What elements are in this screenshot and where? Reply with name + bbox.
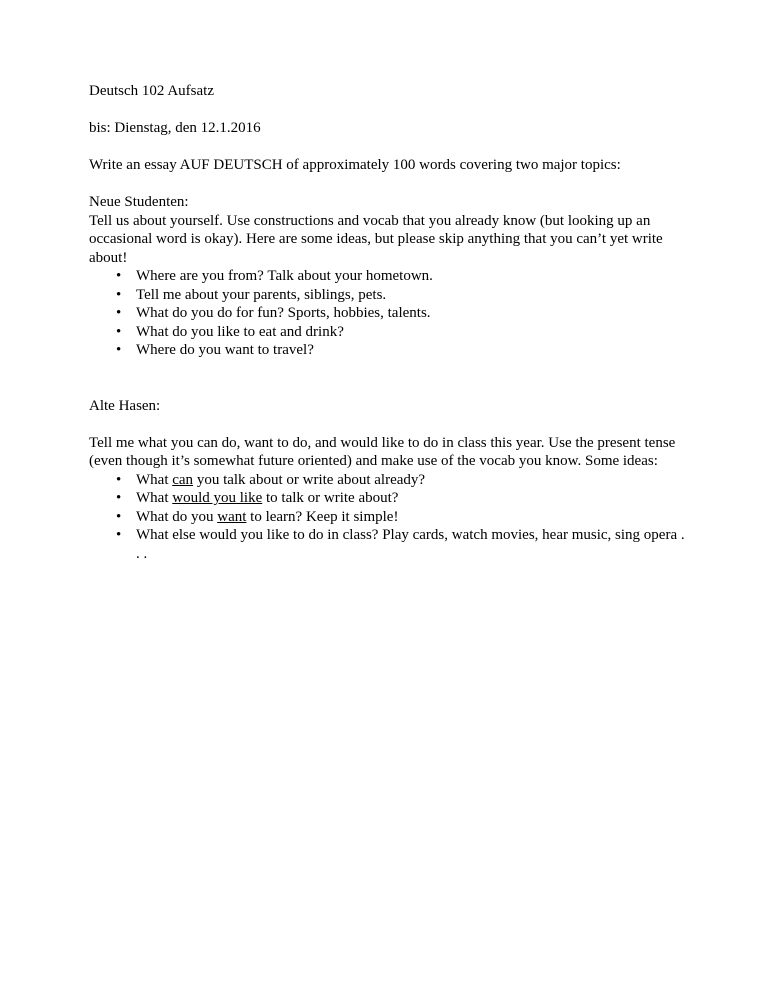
underlined-word: want <box>217 508 247 525</box>
bullet-icon: • <box>116 508 122 525</box>
due-date: bis: Dienstag, den 12.1.2016 <box>89 120 261 136</box>
list-item: • What can you talk about or write about already? <box>116 471 426 488</box>
list-item: • Where do you want to travel? <box>116 342 314 358</box>
section-intro-neue-studenten: Tell us about yourself. Use constructions and vocab that you already know (but looking up an occasional word is okay). Here are some ideas, but please skip anything that you can’t yet write about! <box>89 212 663 266</box>
list-item: • What do you want to learn? Keep it simple! <box>116 508 399 525</box>
idea-list-alte-hasen <box>89 471 689 564</box>
document-page <box>89 82 689 563</box>
list-item: • What else would you like to do in class? Play cards, watch movies, hear music, sing opera . . . <box>116 527 685 562</box>
section-heading-alte-hasen: Alte Hasen: <box>89 397 161 414</box>
list-item: • Tell me about your parents, siblings, pets. <box>116 286 387 303</box>
bullet-icon: • <box>116 305 122 321</box>
underlined-word: can <box>172 471 194 488</box>
bullet-icon: • <box>116 471 122 488</box>
list-item: • What do you do for fun? Sports, hobbies, talents. <box>116 305 431 321</box>
idea-list-neue-studenten <box>89 267 689 360</box>
section-intro-alte-hasen: Tell me what you can do, want to do, and would like to do in class this year. Use the present tense (even though it’s somewhat future oriented) and make use of the vocab you know. Some ideas: <box>89 434 676 469</box>
section-heading-neue-studenten: Neue Studenten: <box>89 194 189 210</box>
bullet-icon: • <box>116 527 122 543</box>
bullet-icon: • <box>116 490 122 506</box>
bullet-icon: • <box>116 286 122 303</box>
list-item: • What would you like to talk or write about? <box>116 490 399 506</box>
bullet-icon: • <box>116 342 122 358</box>
document-title: Deutsch 102 Aufsatz <box>89 83 214 99</box>
assignment-text: Write an essay AUF DEUTSCH of approximately 100 words covering two major topics: <box>89 157 621 173</box>
bullet-icon: • <box>116 323 122 340</box>
underlined-word: would you like <box>172 490 263 506</box>
bullet-icon: • <box>116 268 122 284</box>
list-item: • Where are you from? Talk about your hometown. <box>116 268 433 284</box>
list-item: • What do you like to eat and drink? <box>116 323 344 340</box>
